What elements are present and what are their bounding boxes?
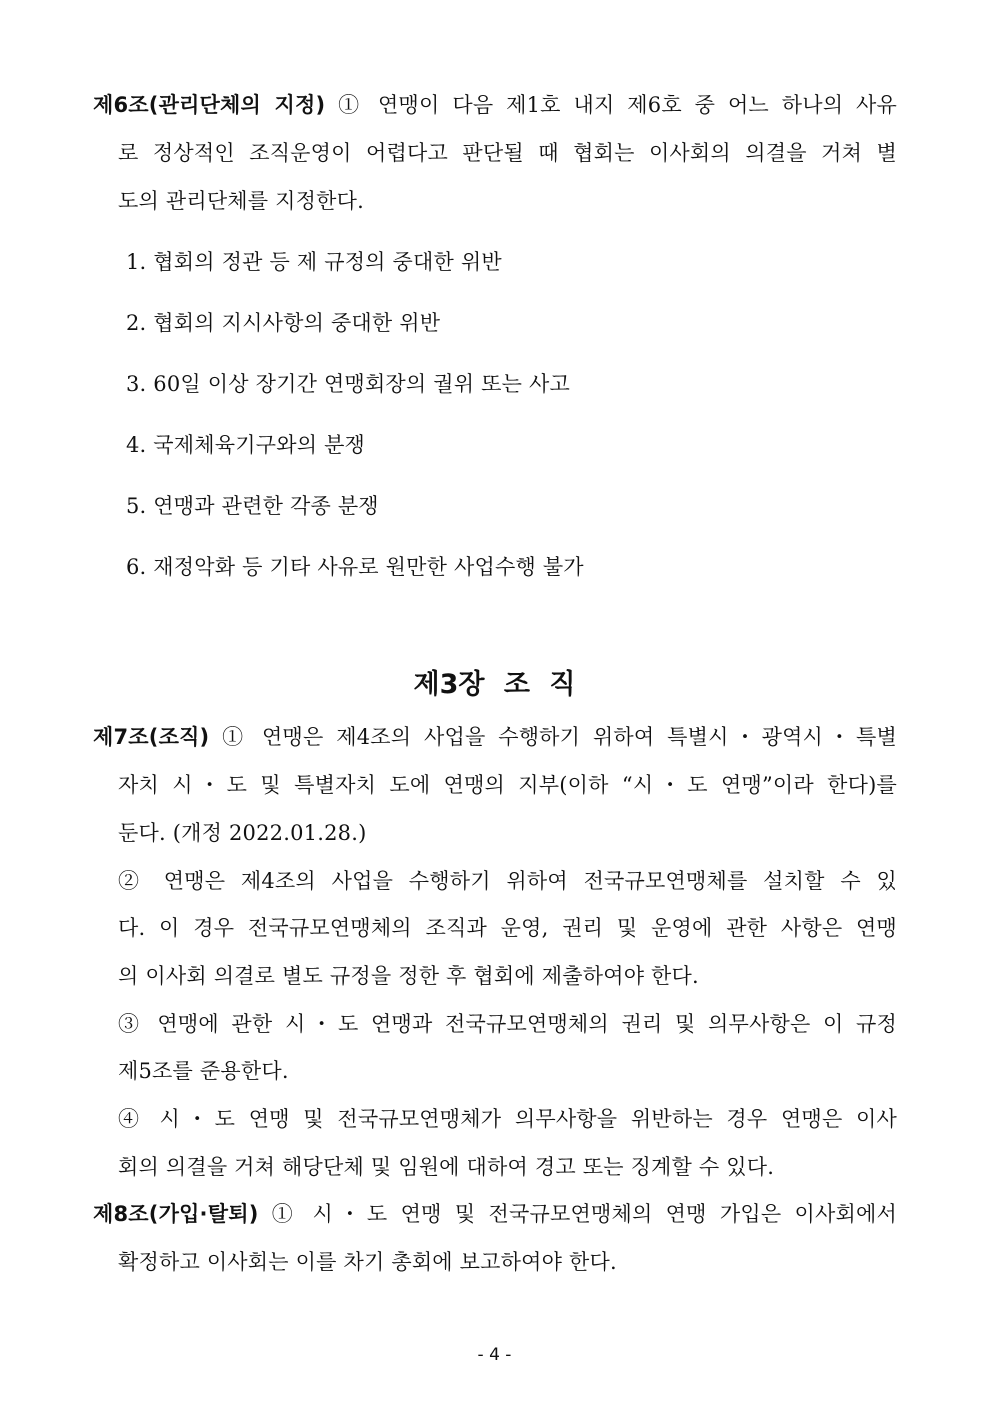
- chapter-title: 제3장 조 직: [413, 669, 576, 700]
- page-number: - 4 -: [477, 1345, 512, 1365]
- article-6-text: ① 연맹이 다음 제1호 내지 제6호 중 어느 하나의 사유: [325, 93, 897, 117]
- article-7-para-2-line-2: 다. 이 경우 전국규모연맹체의 조직과 운영, 권리 및 운영에 관한 사항은 연맹: [118, 916, 897, 940]
- article-6-item-1: 1. 협회의 정관 등 제 규정의 중대한 위반: [126, 250, 502, 274]
- article-7-para-3-line-2: 제5조를 준용한다.: [118, 1059, 289, 1083]
- article-6-line-2: 로 정상적인 조직운영이 어렵다고 판단될 때 협회는 이사회의 의결을 거쳐 별: [118, 141, 897, 165]
- article-7-line-3: 둔다. (개정 2022.01.28.): [118, 821, 367, 845]
- article-6-item-3: 3. 60일 이상 장기간 연맹회장의 궐위 또는 사고: [126, 372, 570, 396]
- article-7-text: ① 연맹은 제4조의 사업을 수행하기 위하여 특별시・광역시・특별: [209, 725, 897, 749]
- article-8-line-1: [93, 1199, 897, 1229]
- article-6-title: 제6조(관리단체의 지정): [93, 93, 326, 117]
- article-8-title: 제8조(가입·탈퇴): [93, 1202, 259, 1226]
- article-7-line-1: [93, 722, 897, 752]
- article-7-para-4-line-2: 회의 의결을 거쳐 해당단체 및 임원에 대하여 경고 또는 징계할 수 있다.: [118, 1155, 775, 1179]
- article-6-item-4: 4. 국제체육기구와의 분쟁: [126, 433, 366, 457]
- article-7-para-2-line-1: ② 연맹은 제4조의 사업을 수행하기 위하여 전국규모연맹체를 설치할 수 있: [118, 869, 897, 893]
- article-6-item-2: 2. 협회의 지시사항의 중대한 위반: [126, 311, 441, 335]
- article-6-item-6: 6. 재정악화 등 기타 사유로 원만한 사업수행 불가: [126, 555, 584, 579]
- article-6-line-1: [93, 90, 897, 120]
- article-7-title: 제7조(조직): [93, 725, 210, 749]
- article-8-text: ① 시・도 연맹 및 전국규모연맹체의 연맹 가입은 이사회에서: [258, 1202, 897, 1226]
- article-6-line-3: 도의 관리단체를 지정한다.: [118, 189, 364, 213]
- article-7-line-2: 자치 시・도 및 특별자치 도에 연맹의 지부(이하 “시・도 연맹”이라 한다)를: [118, 773, 897, 797]
- article-8-line-2: 확정하고 이사회는 이를 차기 총회에 보고하여야 한다.: [118, 1250, 617, 1274]
- article-6-item-5: 5. 연맹과 관련한 각종 분쟁: [126, 494, 379, 518]
- article-7-para-3-line-1: ③ 연맹에 관한 시・도 연맹과 전국규모연맹체의 권리 및 의무사항은 이 규정: [118, 1012, 897, 1036]
- article-7-para-4-line-1: ④ 시・도 연맹 및 전국규모연맹체가 의무사항을 위반하는 경우 연맹은 이사: [118, 1107, 897, 1131]
- article-7-para-2-line-3: 의 이사회 의결로 별도 규정을 정한 후 협회에 제출하여야 한다.: [118, 964, 699, 988]
